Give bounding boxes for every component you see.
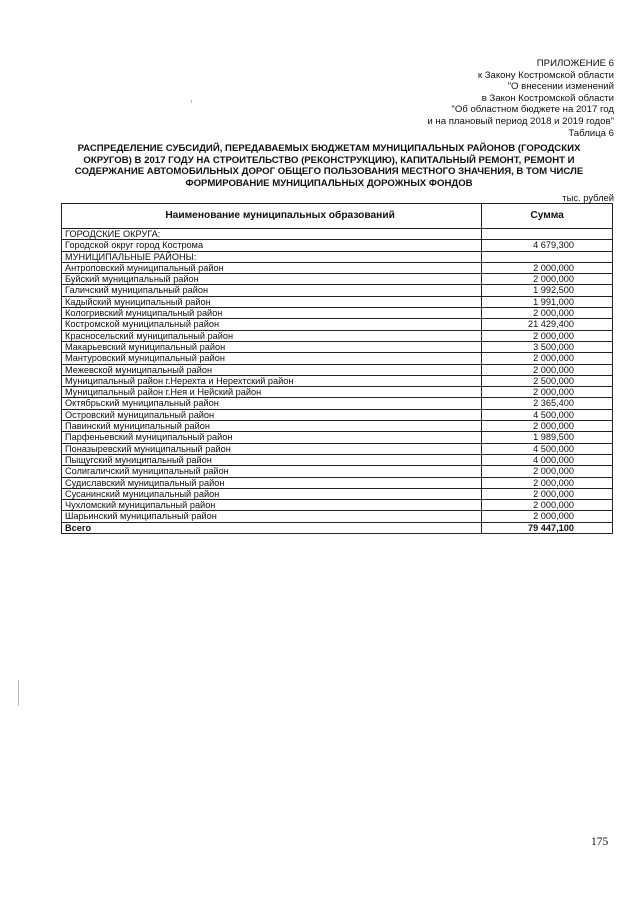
table-row (62, 454, 613, 465)
title-line: СОДЕРЖАНИЕ АВТОМОБИЛЬНЫХ ДОРОГ ОБЩЕГО ПОЛЬЗОВАНИЯ МЕСТНОГО ЗНАЧЕНИЯ, В ТОМ ЧИСЛЕ (74, 166, 584, 178)
title-line: ФОРМИРОВАНИЕ МУНИЦИПАЛЬНЫХ ДОРОЖНЫХ ФОНДОВ (185, 177, 473, 189)
row-sum: 2 000,000 (482, 353, 613, 364)
row-name: Парфеньевский муниципальный район (62, 432, 482, 443)
row-name: Поназыревский муниципальный район (62, 443, 482, 454)
table-row (62, 398, 613, 409)
row-name: Павинский муниципальный район (62, 421, 482, 432)
scan-speck (191, 100, 192, 103)
row-sum: 4 500,000 (482, 409, 613, 420)
total-label: Всего (62, 522, 482, 533)
row-sum: 2 000,000 (482, 274, 613, 285)
row-sum: 2 000,000 (482, 488, 613, 499)
column-header-name: Наименование муниципальных образований (62, 204, 482, 229)
row-sum: 3 500,000 (482, 341, 613, 352)
table-header-row (62, 204, 613, 229)
row-name: Солигаличский муниципальный район (62, 466, 482, 477)
table-row (62, 319, 613, 330)
row-sum (482, 251, 613, 262)
table-row (62, 274, 613, 285)
appendix-header-line: "Об областном бюджете на 2017 год (451, 104, 614, 116)
row-name: Мантуровский муниципальный район (62, 353, 482, 364)
row-sum: 2 000,000 (482, 308, 613, 319)
table-row (62, 308, 613, 319)
table-row (62, 330, 613, 341)
row-sum: 1 991,000 (482, 296, 613, 307)
appendix-header (427, 58, 614, 139)
scan-speck (18, 680, 19, 706)
row-sum: 2 000,000 (482, 477, 613, 488)
row-sum: 4 000,000 (482, 454, 613, 465)
appendix-header-line: "О внесении изменений (507, 81, 614, 93)
row-sum: 4 679,300 (482, 240, 613, 251)
appendix-header-line: в Закон Костромской области (481, 92, 614, 104)
row-sum: 2 000,000 (482, 330, 613, 341)
row-sum: 1 989,500 (482, 432, 613, 443)
row-name: Муниципальный район г.Нерехта и Нерехтский район (62, 375, 482, 386)
row-sum: 2 000,000 (482, 364, 613, 375)
table-row (62, 341, 613, 352)
row-name: МУНИЦИПАЛЬНЫЕ РАЙОНЫ: (62, 251, 482, 262)
row-name: Чухломский муниципальный район (62, 500, 482, 511)
table-body (62, 229, 613, 523)
row-name: Муниципальный район г.Нея и Нейский район (62, 387, 482, 398)
row-sum: 21 429,400 (482, 319, 613, 330)
table-row (62, 488, 613, 499)
row-sum: 2 000,000 (482, 421, 613, 432)
table-row (62, 364, 613, 375)
table-row (62, 285, 613, 296)
title-line: РАСПРЕДЕЛЕНИЕ СУБСИДИЙ, ПЕРЕДАВАЕМЫХ БЮДЖЕТАМ МУНИЦИПАЛЬНЫХ РАЙОНОВ (ГОРОДСКИХ (77, 143, 581, 154)
table-row (62, 421, 613, 432)
table-row (62, 296, 613, 307)
table-row (62, 375, 613, 386)
table-row (62, 240, 613, 251)
table-row (62, 466, 613, 477)
row-name: Кадыйский муниципальный район (62, 296, 482, 307)
row-name: Буйский муниципальный район (62, 274, 482, 285)
row-sum: 2 000,000 (482, 500, 613, 511)
units-label: тыс. рублей (562, 192, 614, 203)
row-name: Сусанинский муниципальный район (62, 488, 482, 499)
appendix-header-line: ПРИЛОЖЕНИЕ 6 (536, 58, 614, 69)
row-name: Судиславский муниципальный район (62, 477, 482, 488)
table-row (62, 251, 613, 262)
row-sum: 2 000,000 (482, 466, 613, 477)
row-sum: 2 000,000 (482, 387, 613, 398)
row-name: Октябрьский муниципальный район (62, 398, 482, 409)
row-name: Костромской муниципальный район (62, 319, 482, 330)
row-name: Антроповский муниципальный район (62, 262, 482, 273)
row-sum: 1 992,500 (482, 285, 613, 296)
row-sum: 2 000,000 (482, 262, 613, 273)
subsidies-table (61, 203, 613, 534)
appendix-header-line: к Закону Костромской области (477, 69, 614, 81)
table-row (62, 353, 613, 364)
row-name: Красносельский муниципальный район (62, 330, 482, 341)
row-name: Макарьевский муниципальный район (62, 341, 482, 352)
row-name: Пыщугский муниципальный район (62, 454, 482, 465)
table-row (62, 387, 613, 398)
row-sum (482, 229, 613, 240)
document-title (64, 143, 594, 189)
total-row (62, 522, 613, 533)
row-sum: 2 000,000 (482, 511, 613, 522)
table-row (62, 511, 613, 522)
row-sum: 4 500,000 (482, 443, 613, 454)
row-name: Шарьинский муниципальный район (62, 511, 482, 522)
appendix-header-line: и на плановый период 2018 и 2019 годов" (427, 115, 614, 127)
row-name: Островский муниципальный район (62, 409, 482, 420)
row-name: Галичский муниципальный район (62, 285, 482, 296)
column-header-sum: Сумма (482, 204, 613, 229)
row-sum: 2 365,400 (482, 398, 613, 409)
table-row (62, 229, 613, 240)
row-name: Межевской муниципальный район (62, 364, 482, 375)
row-name: Городской округ город Кострома (62, 240, 482, 251)
row-name: ГОРОДСКИЕ ОКРУГА: (62, 229, 482, 240)
total-sum: 79 447,100 (482, 522, 613, 533)
table-number: Таблица 6 (568, 127, 614, 139)
table-row (62, 409, 613, 420)
row-sum: 2 500,000 (482, 375, 613, 386)
table-row (62, 500, 613, 511)
row-name: Кологривский муниципальный район (62, 308, 482, 319)
table-row (62, 262, 613, 273)
title-line: ОКРУГОВ) В 2017 ГОДУ НА СТРОИТЕЛЬСТВО (РЕКОНСТРУКЦИЮ), КАПИТАЛЬНЫЙ РЕМОНТ, РЕМОНТ И (83, 154, 575, 166)
page-number: 175 (591, 836, 609, 848)
table-row (62, 443, 613, 454)
table-row (62, 477, 613, 488)
table-row (62, 432, 613, 443)
